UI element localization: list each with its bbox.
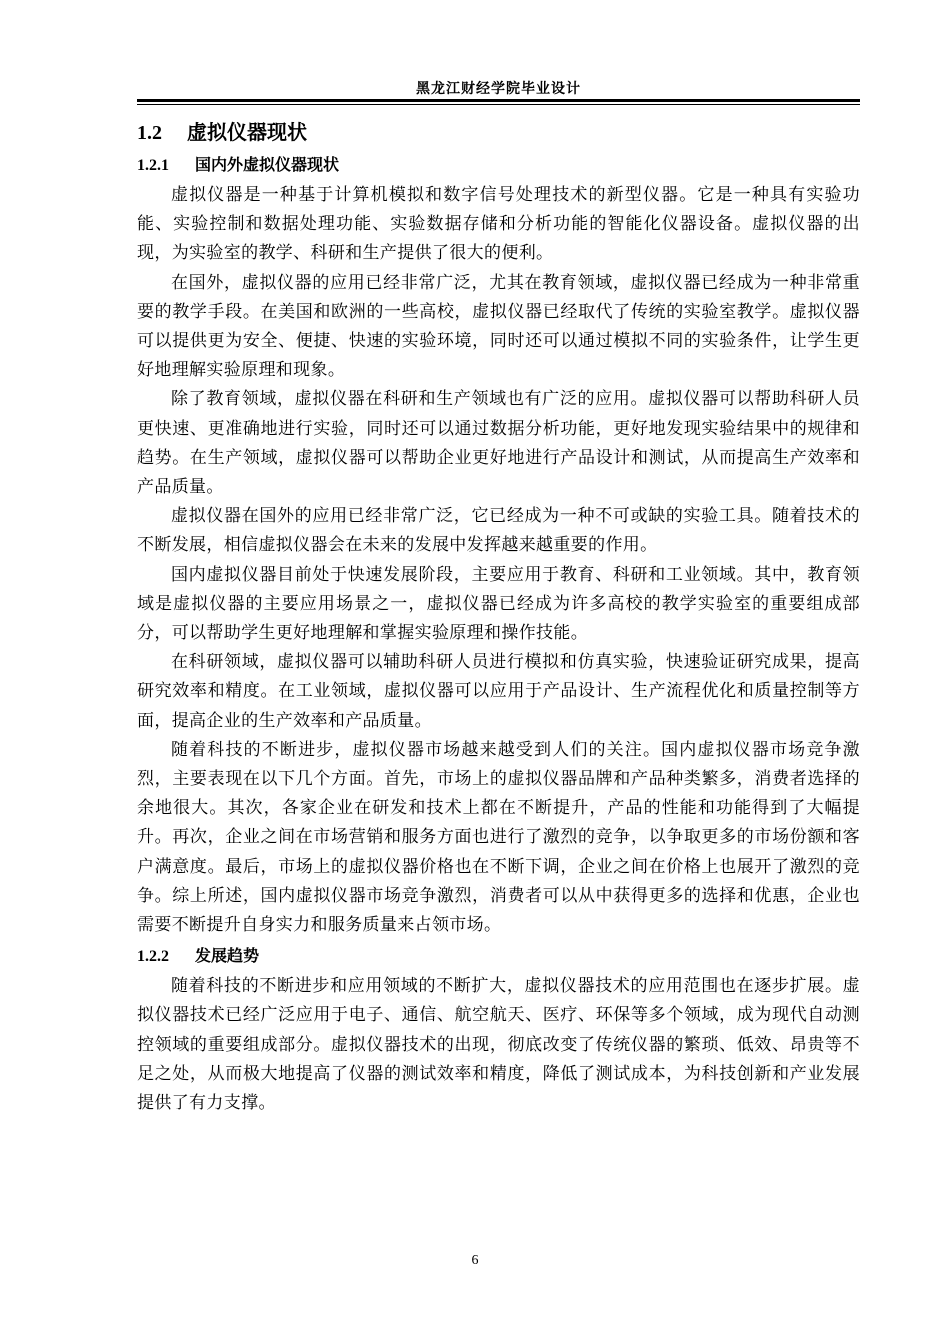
document-body [137, 115, 860, 1118]
page-header-title: 黑龙江财经学院毕业设计 [416, 81, 581, 97]
subsection-title-1: 国内外虚拟仪器现状 [195, 155, 340, 174]
subsection-heading-2 [137, 940, 860, 972]
section-number: 1.2 [137, 122, 162, 144]
paragraph: 随着科技的不断进步，虚拟仪器市场越来越受到人们的关注。国内虚拟仪器市场竞争激烈，主要表现在以下几个方面。首先，市场上的虚拟仪器品牌和产品种类繁多，消费者选择的余地很大。其次，各家企业在研发和技术上都在不断提升，产品的性能和功能得到了大幅提升。再次，企业之间在市场营销和服务方面也进行了激烈的竞争，以争取更多的市场份额和客户满意度。最后，市场上的虚拟仪器价格也在不断下调，企业之间在价格上也展开了激烈的竞争。综上所述，国内虚拟仪器市场竞争激烈，消费者可以从中获得更多的选择和优惠，企业也需要不断提升自身实力和服务质量来占领市场。 [137, 739, 860, 936]
page-number: 6 [471, 1253, 479, 1268]
paragraph: 在科研领域，虚拟仪器可以辅助科研人员进行模拟和仿真实验，快速验证研究成果，提高研究效率和精度。在工业领域，虚拟仪器可以应用于产品设计、生产流程优化和质量控制等方面，提高企业的生产效率和产品质量。 [137, 652, 860, 731]
paragraph: 虚拟仪器在国外的应用已经非常广泛，它已经成为一种不可或缺的实验工具。随着技术的不断发展，相信虚拟仪器会在未来的发展中发挥越来越重要的作用。 [137, 506, 860, 556]
paragraph: 国内虚拟仪器目前处于快速发展阶段，主要应用于教育、科研和工业领域。其中，教育领域是虚拟仪器的主要应用场景之一，虚拟仪器已经成为许多高校的教学实验室的重要组成部分，可以帮助学生更好地理解和掌握实验原理和操作技能。 [137, 564, 860, 644]
paragraph: 虚拟仪器是一种基于计算机模拟和数字信号处理技术的新型仪器。它是一种具有实验功能、实验控制和数据处理功能、实验数据存储和分析功能的智能化仪器设备。虚拟仪器的出现，为实验室的教学、科研和生产提供了很大的便利。 [137, 185, 860, 264]
header-rule-thick [137, 99, 860, 102]
subsection-heading-1 [137, 149, 860, 181]
section-heading [137, 115, 860, 149]
subsection-title-2: 发展趋势 [195, 946, 260, 966]
subsection-number-2: 1.2.2 [137, 948, 169, 966]
paragraph: 随着科技的不断进步和应用领域的不断扩大，虚拟仪器技术的应用范围也在逐步扩展。虚拟仪器技术已经广泛应用于电子、通信、航空航天、医疗、环保等多个领域，成为现代自动测控领域的重要组成部分。虚拟仪器技术的出现，彻底改变了传统仪器的繁琐、低效、昂贵等不足之处，从而极大地提高了仪器的测试效率和精度，降低了测试成本，为科技创新和产业发展提供了有力支撑。 [137, 976, 860, 1114]
section-title: 虚拟仪器现状 [187, 120, 307, 144]
subsection-number-1: 1.2.1 [137, 157, 169, 174]
header-rule-thin [137, 104, 860, 105]
paragraph: 除了教育领域，虚拟仪器在科研和生产领域也有广泛的应用。虚拟仪器可以帮助科研人员更快速、更准确地进行实验，同时还可以通过数据分析功能，更好地发现实验结果中的规律和趋势。在生产领域，虚拟仪器可以帮助企业更好地进行产品设计和测试，从而提高生产效率和产品质量。 [137, 389, 860, 498]
paragraph: 在国外，虚拟仪器的应用已经非常广泛，尤其在教育领域，虚拟仪器已经成为一种非常重要的教学手段。在美国和欧洲的一些高校，虚拟仪器已经取代了传统的实验室教学。虚拟仪器可以提供更为安全、便捷、快速的实验环境，同时还可以通过模拟不同的实验条件，让学生更好地理解实验原理和现象。 [137, 272, 860, 381]
